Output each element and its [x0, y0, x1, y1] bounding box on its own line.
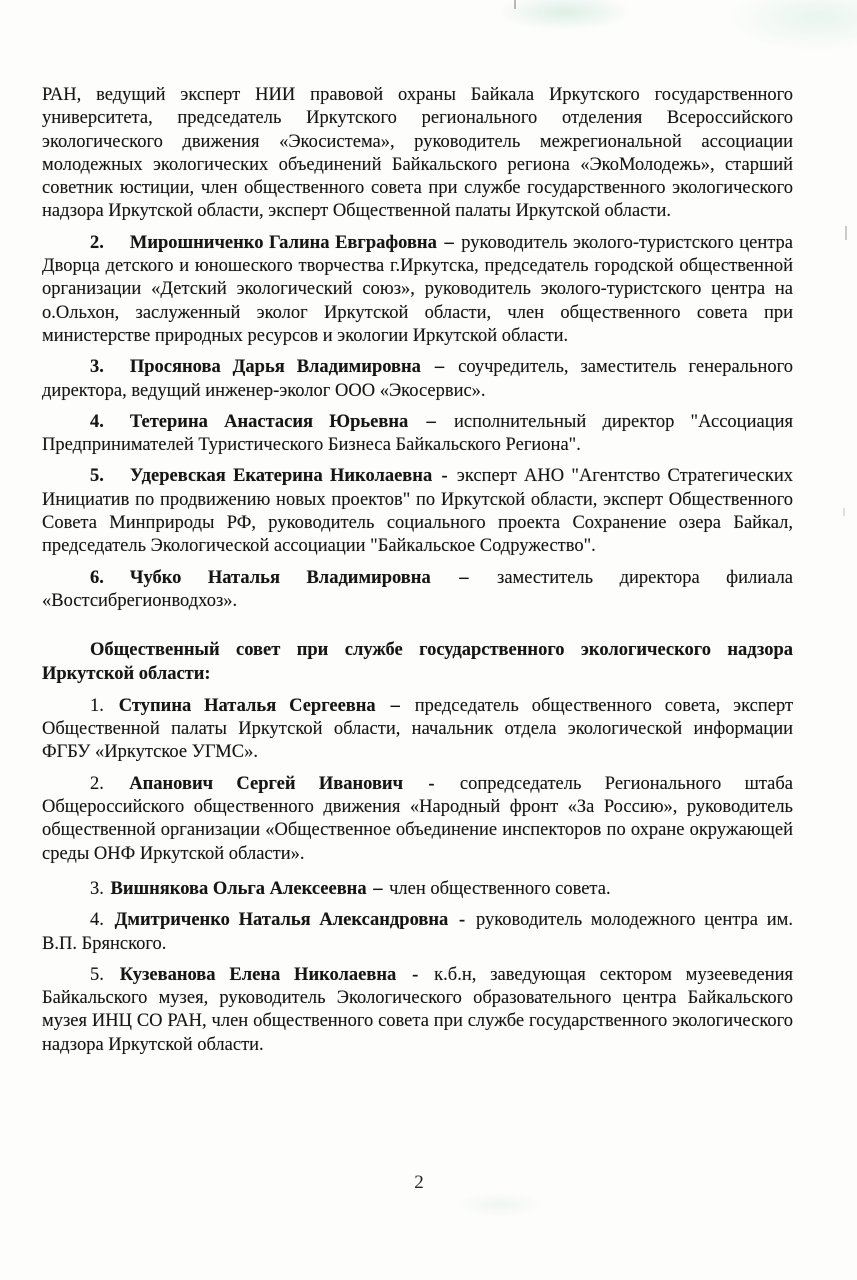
person-name: Кузеванова Елена Николаевна: [119, 964, 397, 985]
separator-dash: -: [459, 910, 466, 931]
person-name: Удеревская Екатерина Николаевна: [129, 466, 433, 487]
committee-member-item: [42, 411, 793, 458]
separator-dash: -: [428, 773, 435, 794]
separator-dash: –: [390, 695, 400, 716]
scan-artifact: [843, 508, 845, 516]
separator-dash: -: [412, 964, 419, 985]
person-name: Вишнякова Ольга Алексеевна: [110, 878, 367, 899]
item-number: 6.: [90, 567, 104, 588]
committee-member-item: [42, 356, 793, 403]
person-role: член общественного совета.: [389, 878, 611, 899]
person-role: руководитель молодежного центра им. В.П. Брянского.: [42, 910, 794, 954]
item-number: 1.: [90, 695, 104, 716]
person-role: соучредитель, заместитель генерального директора, ведущий инженер-эколог ООО «Экосервис».: [42, 357, 794, 401]
item-number: 3.: [90, 357, 104, 378]
person-name: Ступина Наталья Сергеевна: [118, 695, 376, 716]
scan-artifact: [514, 0, 516, 9]
separator-dash: -: [441, 466, 448, 487]
separator-dash: –: [444, 232, 454, 253]
person-role: председатель общественного совета, эксперт Общественной палаты Иркутской области, начальник отдела экологической информации ФГБУ «Иркутское УГМС».: [42, 695, 794, 763]
item-number: 5.: [90, 466, 104, 487]
person-role: руководитель эколого-туристского центра Дворца детского и юношеского творчества г.Иркутска, председатель городской общественной организации «Детский экологический союз», руководитель эколого-туристского центра на о.Ольхон, заслуженный эколог Иркутской области, член общественного совета при министерстве природных ресурсов и экологии Иркутской области.: [42, 232, 794, 346]
person-role: эксперт АНО "Агентство Стратегических Инициатив по продвижению новых проектов" по Иркутской области, эксперт Общественного Совета Минприроды РФ, руководитель социального проекта Сохранение озера Байкал, председатель Экологической ассоциации "Байкальское Содружество".: [42, 466, 793, 557]
committee-member-item: [42, 465, 793, 558]
council-member-item: [42, 964, 793, 1057]
committee-member-item: [42, 232, 793, 348]
item-number: 2.: [90, 773, 104, 794]
person-name: Просянова Дарья Владимировна: [129, 357, 421, 378]
council-member-item: [42, 878, 793, 901]
person-name: Дмитриченко Наталья Александровна: [114, 910, 449, 931]
person-name: Тетерина Анастасия Юрьевна: [129, 411, 409, 432]
scan-artifact: [845, 226, 847, 240]
person-role: к.б.н, заведующая сектором музееведения Байкальского музея, руководитель Экологического образовательного центра Байкальского музея ИНЦ СО РАН, член общественного совета при службе государственного экологического надзора Иркутской области.: [42, 964, 794, 1055]
document-body: [42, 84, 793, 1065]
separator-dash: –: [459, 567, 469, 588]
item-number: 4.: [90, 411, 104, 432]
committee-member-item: [42, 567, 793, 614]
council-section-heading: Общественный совет при службе государственного экологического надзора Иркутской области:: [42, 640, 793, 684]
separator-dash: –: [434, 357, 445, 378]
council-member-item: [42, 909, 793, 956]
item-number: 2.: [90, 232, 104, 253]
separator-dash: –: [426, 411, 436, 432]
item-number: 3.: [90, 878, 104, 899]
intro-paragraph: РАН, ведущий эксперт НИИ правовой охраны Байкала Иркутского государственного университета, председатель Иркутского регионального отделения Всероссийского экологического движения «Экосистема», руководитель межрегиональной ассоциации молодежных экологических объединений Байкальского региона «ЭкоМолодежь», старший советник юстиции, член общественного совета при службе государственного экологического надзора Иркутской области, эксперт Общественной палаты Иркутской области.: [42, 85, 793, 222]
person-role: исполнительный директор "Ассоциация Предпринимателей Туристического Бизнеса Байкальского Региона".: [42, 411, 794, 456]
separator-dash: –: [373, 878, 383, 899]
person-role: заместитель директора филиала «Востсибрегионводхоз».: [42, 567, 794, 611]
person-role: сопредседатель Регионального штаба Общероссийского общественного движения «Народный фронт «За Россию», руководитель общественной организации «Общественное объединение инспекторов по охране окружающей среды ОНФ Иркутской области».: [42, 773, 793, 864]
person-name: Апанович Сергей Иванович: [129, 773, 404, 794]
item-number: 5.: [90, 964, 104, 985]
person-name: Мирошниченко Галина Евграфовна: [129, 232, 437, 253]
council-member-item: [42, 695, 793, 765]
council-member-item: [42, 773, 793, 866]
person-name: Чубко Наталья Владимировна: [129, 567, 431, 588]
page-number: 2: [414, 1172, 424, 1193]
item-number: 4.: [90, 910, 104, 931]
